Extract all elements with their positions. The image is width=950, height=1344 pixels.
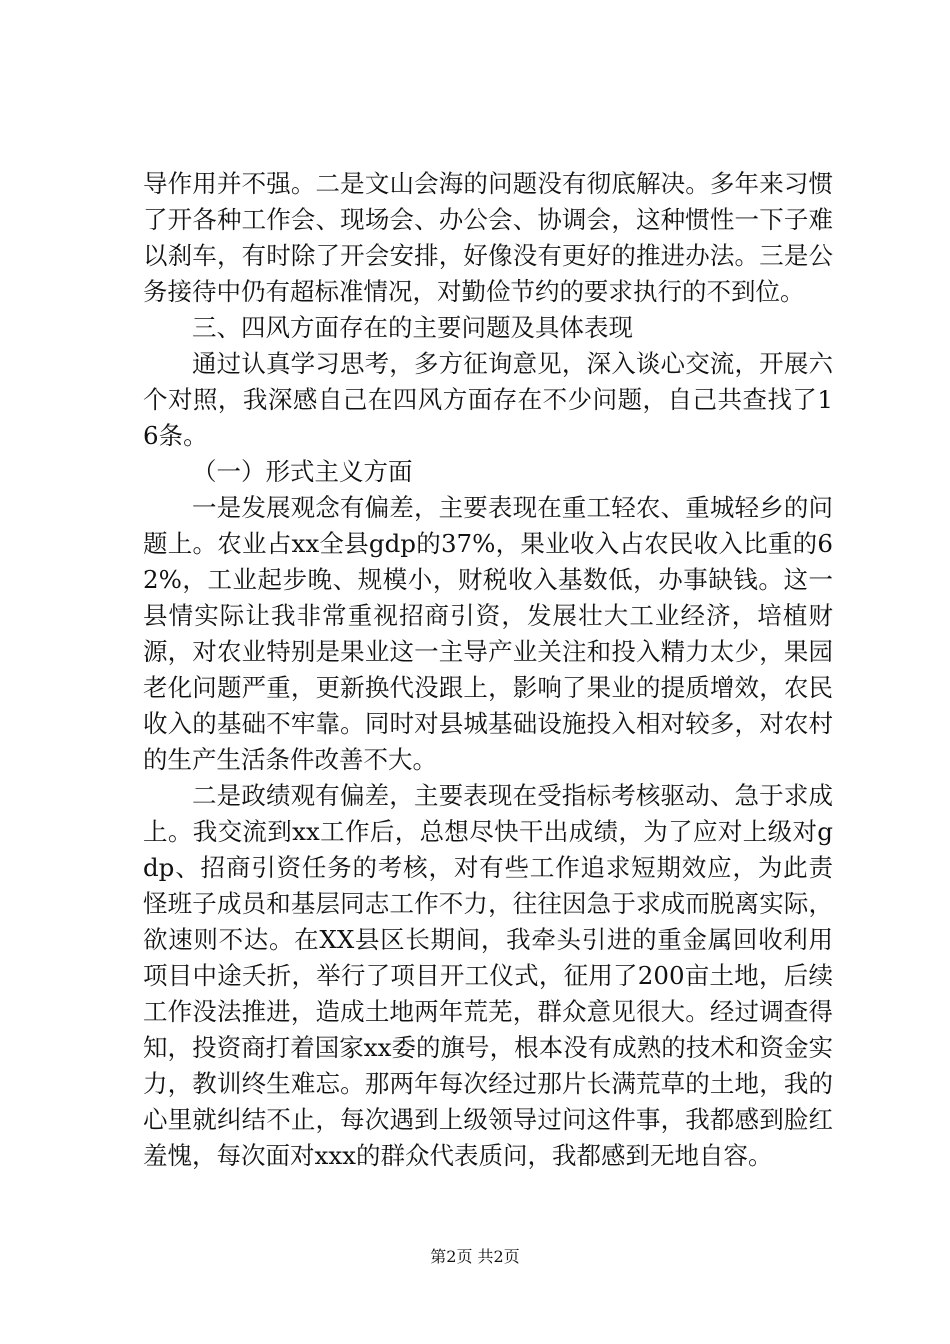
page-footer: 第2页 共2页: [430, 1247, 520, 1266]
section-heading: 三、四风方面存在的主要问题及具体表现: [192, 313, 633, 342]
subsection-heading: （一）形式主义方面: [192, 457, 413, 486]
paragraph-continuation: 导作用并不强。二是文山会海的问题没有彻底解决。多年来习惯了开各种工作会、现场会、办公会、协调会，这种惯性一下子难以刹车，有时除了开会安排，好像没有更好的推进办法。三是公务接待中仍有超标准情况，对勤俭节约的要求执行的不到位。: [143, 169, 833, 306]
paragraph-intro: 通过认真学习思考，多方征询意见，深入谈心交流，开展六个对照，我深感自己在四风方面存在不少问题，自己共查找了16条。: [143, 349, 833, 450]
document-body: [143, 166, 833, 1174]
paragraph-point-two: 二是政绩观有偏差，主要表现在受指标考核驱动、急于求成上。我交流到xx工作后，总想尽快干出成绩，为了应对上级对gdp、招商引资任务的考核，对有些工作追求短期效应，为此责怪班子成员和基层同志工作不力，往往因急于求成而脱离实际，欲速则不达。在XX县区长期间，我牵头引进的重金属回收利用项目中途夭折，举行了项目开工仪式，征用了200亩土地，后续工作没法推进，造成土地两年荒芜，群众意见很大。经过调查得知，投资商打着国家xx委的旗号，根本没有成熟的技术和资金实力，教训终生难忘。那两年每次经过那片长满荒草的土地，我的心里就纠结不止，每次遇到上级领导过问这件事，我都感到脸红羞愧，每次面对xxx的群众代表质问，我都感到无地自容。: [143, 781, 833, 1170]
paragraph-point-one: 一是发展观念有偏差，主要表现在重工轻农、重城轻乡的问题上。农业占xx全县gdp的37%，果业收入占农民收入比重的62%，工业起步晚、规模小，财税收入基数低，办事缺钱。这一县情实际让我非常重视招商引资，发展壮大工业经济，培植财源，对农业特别是果业这一主导产业关注和投入精力太少，果园老化问题严重，更新换代没跟上，影响了果业的提质增效，农民收入的基础不牢靠。同时对县城基础设施投入相对较多，对农村的生产生活条件改善不大。: [143, 493, 833, 774]
